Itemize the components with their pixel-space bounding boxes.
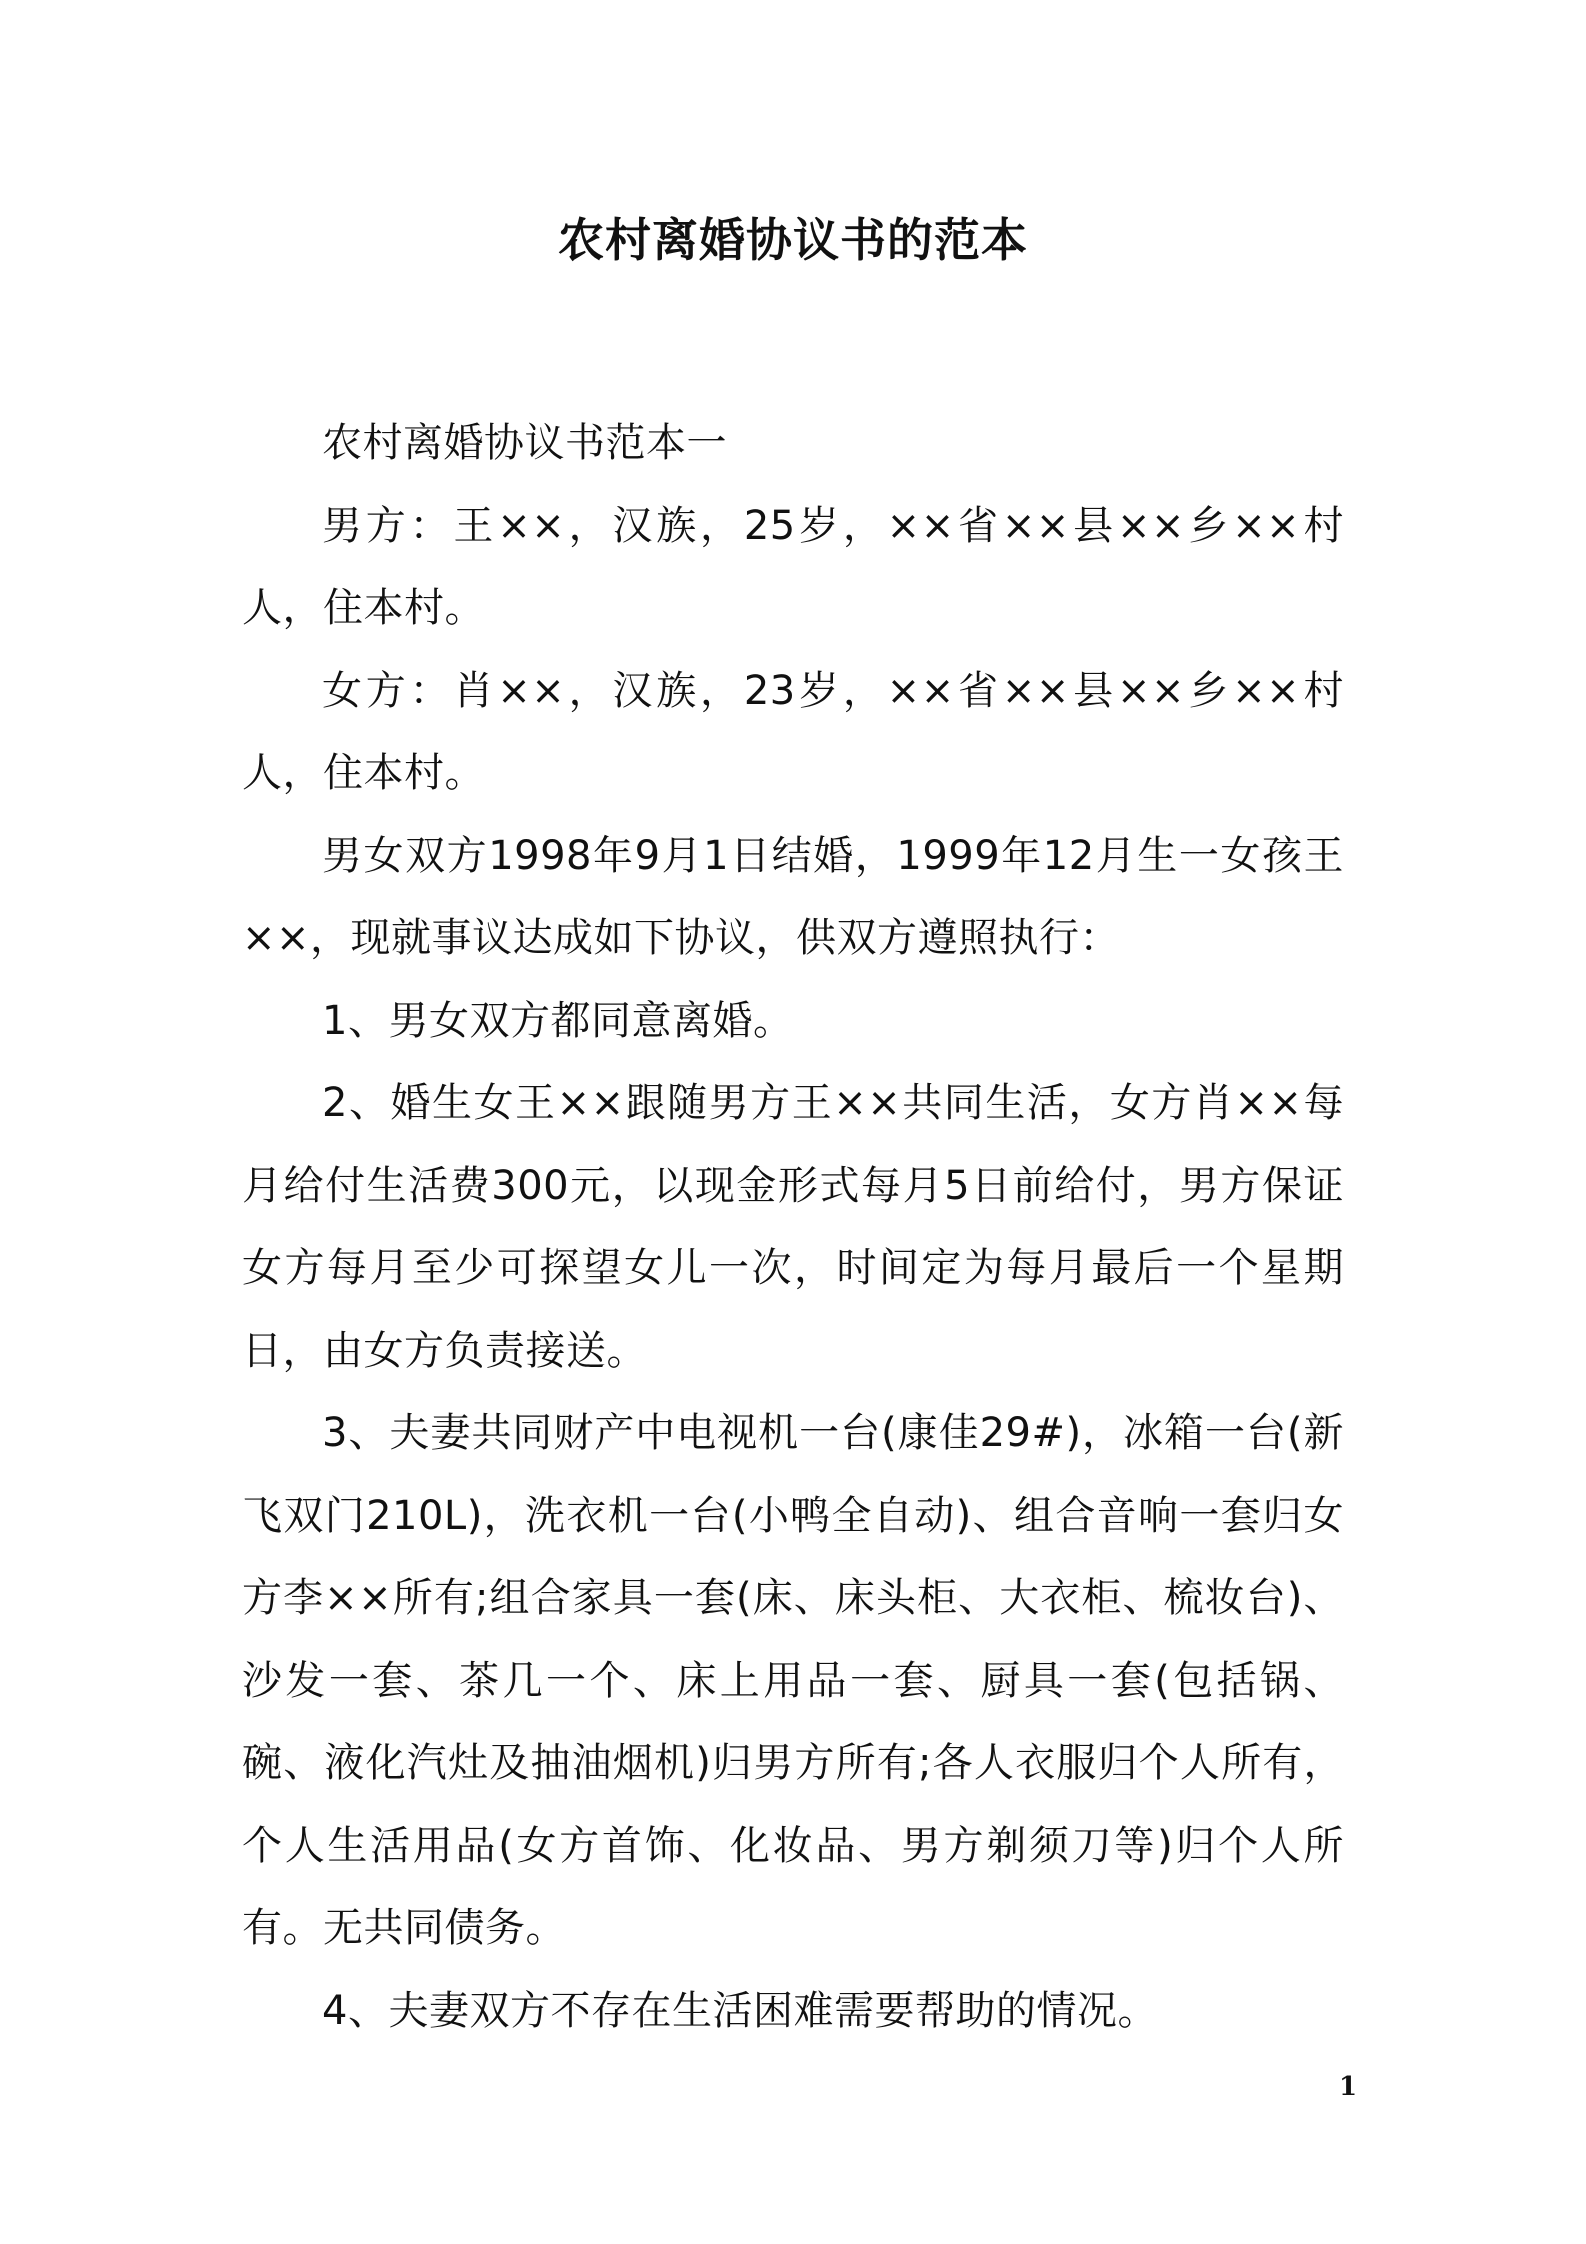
page-number: 1 bbox=[1338, 2072, 1358, 2102]
paragraph-marriage-info: 男女双方1998年9月1日结婚，1999年12月生一女孩王××，现就事议达成如下协议，供双方遵照执行： bbox=[242, 832, 1344, 961]
document-title: 农村离婚协议书的范本 bbox=[558, 213, 1028, 267]
paragraph-female-party: 女方：肖××，汉族，23岁，××省××县××乡××村人，住本村。 bbox=[242, 667, 1344, 796]
document-body bbox=[242, 402, 1344, 2052]
section-heading: 农村离婚协议书范本一 bbox=[322, 420, 727, 466]
clause-4: 4、夫妻双方不存在生活困难需要帮助的情况。 bbox=[322, 1987, 1158, 2034]
clause-1: 1、男女双方都同意离婚。 bbox=[322, 997, 794, 1044]
paragraph-male-party: 男方：王××，汉族，25岁，××省××县××乡××村人，住本村。 bbox=[242, 502, 1344, 631]
clause-2: 2、婚生女王××跟随男方王××共同生活，女方肖××每月给付生活费300元，以现金形式每月5日前给付，男方保证女方每月至少可探望女儿一次，时间定为每月最后一个星期日，由女方负责接送。 bbox=[242, 1080, 1344, 1374]
clause-3: 3、夫妻共同财产中电视机一台(康佳29#)，冰箱一台(新飞双门210L)，洗衣机一台(小鸭全自动)、组合音响一套归女方李××所有;组合家具一套(床、床头柜、大衣柜、梳妆台)、沙发一套、茶几一个、床上用品一套、厨具一套(包括锅、碗、液化汽灶及抽油烟机)归男方所有;各人衣服归个人所有，个人生活用品(女方首饰、化妆品、男方剃须刀等)归个人所有。无共同债务。 bbox=[242, 1410, 1344, 1951]
